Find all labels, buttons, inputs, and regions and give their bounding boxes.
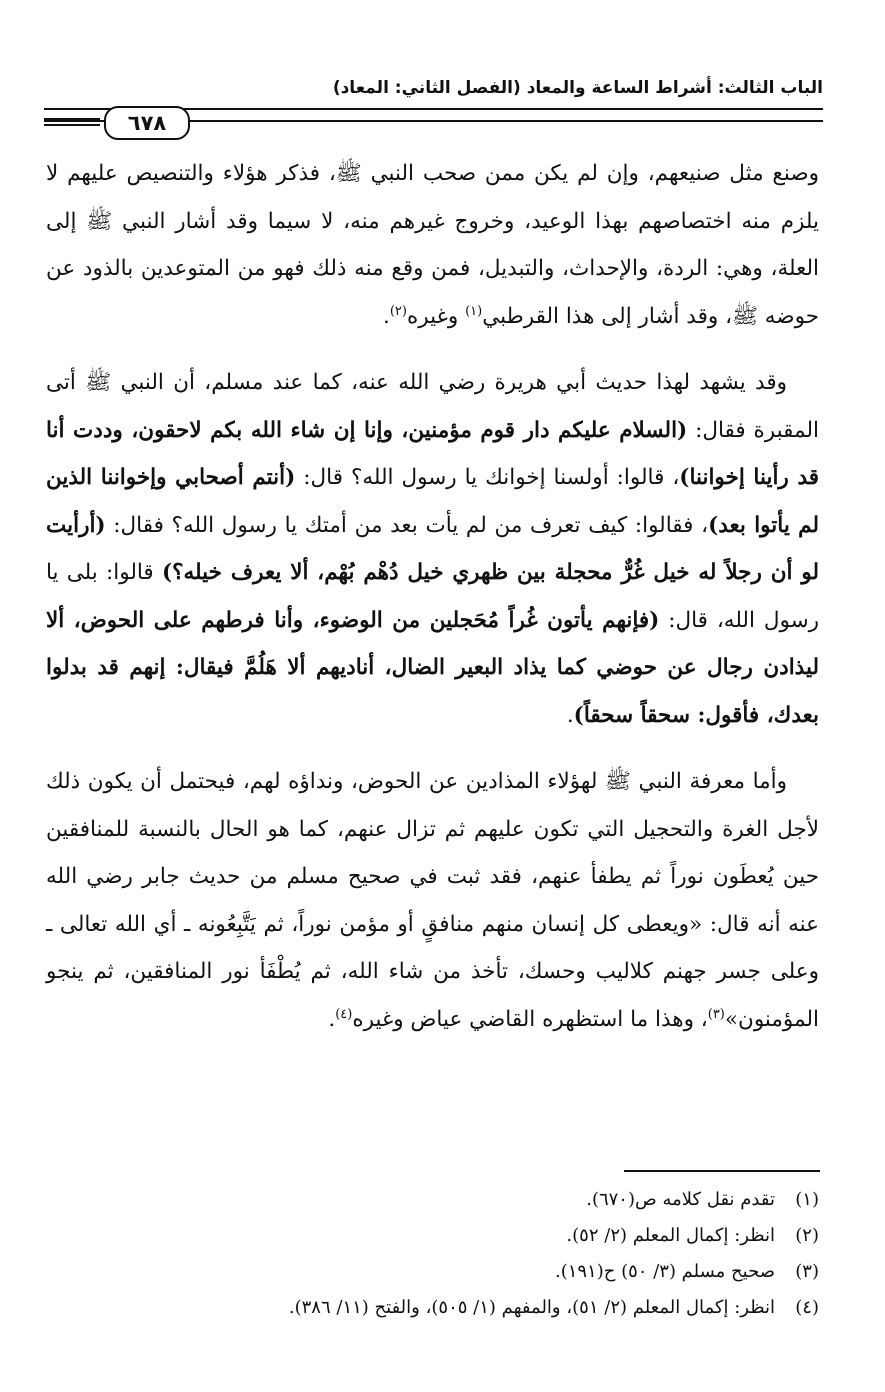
footnote-item	[46, 1254, 819, 1290]
footnotes	[46, 1182, 819, 1326]
text-run: قالوا: بلى يا رسول الله، قال:	[46, 560, 819, 633]
footnote-item	[46, 1218, 819, 1254]
footnote-ref-4[interactable]: (٤)	[335, 1006, 353, 1022]
header-rule-left-bottom	[44, 124, 100, 126]
footnote-number: (٣)	[795, 1261, 819, 1282]
footnote-number: (٤)	[795, 1297, 819, 1318]
footnote-number: (١)	[795, 1189, 819, 1210]
text-run: .	[383, 303, 390, 329]
text-run: ، وهذا ما استظهره القاضي عياض وغيره	[352, 1006, 708, 1032]
hadith-quote: (السلام عليكم دار قوم مؤمنين، وإنا إن شاء الله بكم لاحقون، وددت أنا قد رأينا إخواننا)	[46, 417, 820, 490]
hadith-quote: (أنتم أصحابي وإخواننا الذين لم يأتوا بعد)	[46, 465, 819, 538]
header-rule-left-top	[44, 118, 100, 120]
footnote-ref-3[interactable]: (٣)	[707, 1006, 725, 1022]
hadith-quote: (أرأيت لو أن رجلاً له خيل غُرٌّ محجلة بين ظهري خيل دُهْم بُهْم، ألا يعرف خيله؟)	[46, 512, 819, 585]
footnote-text: تقدم نقل كلامه ص(٦٧٠).	[586, 1189, 775, 1210]
footnote-number: (٢)	[795, 1225, 819, 1246]
running-header-title: الباب الثالث: أشراط الساعة والمعاد (الفصل الثاني: المعاد)	[332, 78, 823, 98]
text-run: وأما معرفة النبي ﷺ لهؤلاء المذادين عن الحوض، ونداؤه لهم، فيحتمل أن يكون ذلك لأجل الغرة والتحجيل التي تكون عليهم ثم تزال عنهم، كما هو الحال بالنسبة للمنافقين حين يُعطَون نوراً ثم يطفأ عنهم، فقد ثبت في صحيح مسلم من حديث جابر رضي الله عنه أنه قال: «ويعطى كل إنسان منهم منافقٍ أو مؤمن نوراً، ثم يَتَّبِعُونه ـ أي الله تعالى ـ وعلى جسر جهنم كلاليب وحسك، تأخذ من شاء الله، ثم يُطْفَأ نور المنافقين، ثم ينجو المؤمنون»	[46, 769, 819, 1032]
text-run: ، قالوا: أولسنا إخوانك يا رسول الله؟ قال:	[295, 465, 680, 490]
footnote-ref-2[interactable]: (٢)	[389, 303, 407, 319]
main-text	[46, 150, 819, 1043]
page-number: ٦٧٨	[104, 106, 190, 140]
text-run: وغيره	[406, 303, 466, 329]
footnote-ref-1[interactable]: (١)	[465, 303, 483, 319]
paragraph-2	[46, 359, 819, 739]
footnote-text: صحيح مسلم (٣/ ٥٠) ح(١٩١).	[554, 1261, 775, 1282]
footnote-separator	[624, 1170, 820, 1172]
text-run: ، فقالوا: كيف تعرف من لم يأت بعد من أمتك يا رسول الله؟ فقال:	[105, 512, 709, 538]
text-run: وصنع مثل صنيعهم، وإن لم يكن ممن صحب النبي ﷺ، فذكر هؤلاء والتنصيص عليهم لا يلزم منه اختصاصهم بهذا الوعيد، وخروج غيرهم منه، لا سيما وقد أشار النبي ﷺ إلى العلة، وهي: الردة، والإحداث، والتبديل، فمن وقع منه ذلك فهو من المتوعدين بالذود عن حوضه ﷺ، وقد أشار إلى هذا القرطبي	[46, 161, 819, 329]
footnote-item	[46, 1290, 819, 1326]
footnote-item	[46, 1182, 819, 1218]
text-run: وقد يشهد لهذا حديث أبي هريرة رضي الله عنه، كما عند مسلم، أن النبي ﷺ أتى المقبرة فقال:	[46, 370, 819, 443]
footnote-text: انظر: إكمال المعلم (٢/ ٥١)، والمفهم (١/ ٥٠٥)، والفتح (١١/ ٣٨٦).	[288, 1297, 775, 1318]
footnote-text: انظر: إكمال المعلم (٢/ ٥٢).	[566, 1225, 775, 1246]
paragraph-1	[46, 150, 819, 340]
text-run: .	[566, 702, 574, 728]
paragraph-3	[46, 758, 819, 1043]
hadith-quote: (فإنهم يأتون غُراً مُحَجلين من الوضوء، وأنا فرطهم على الحوض، ألا ليذادن رجال عن حوضي كما يذاد البعير الضال، أناديهم ألا هَلُمَّ فيقال: إنهم قد بدلوا بعدك، فأقول: سحقاً سحقاً)	[46, 607, 819, 728]
text-run: .	[328, 1006, 336, 1032]
